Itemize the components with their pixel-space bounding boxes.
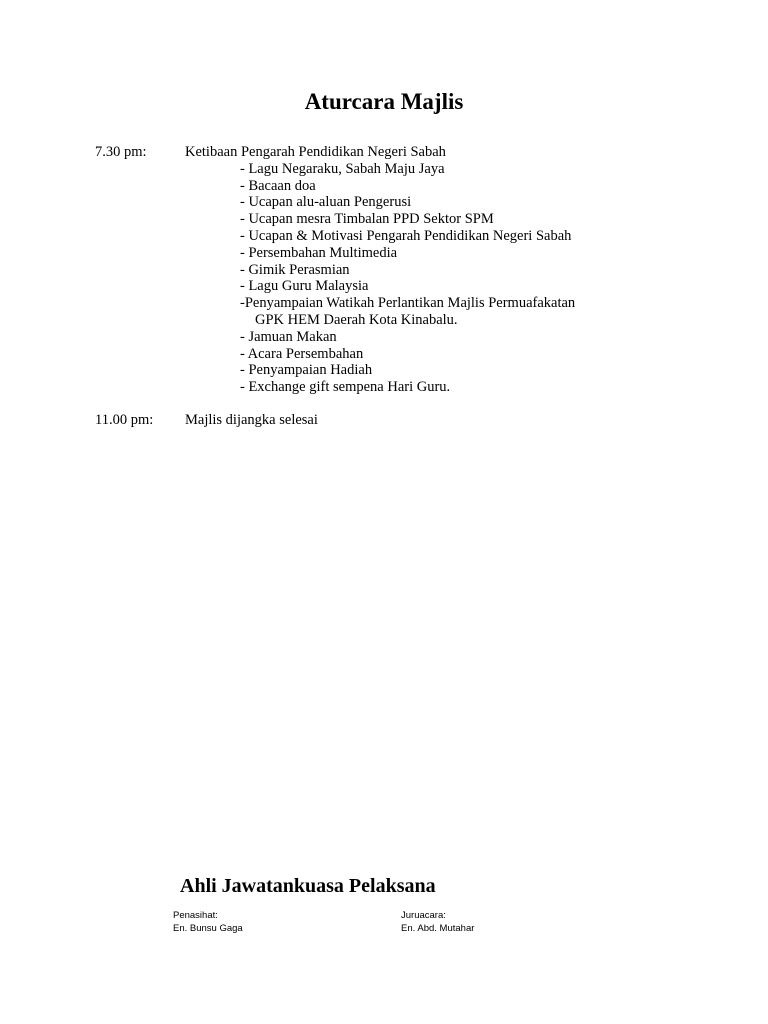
event-text: Ketibaan Pengarah Pendidikan Negeri Sabah [185,144,446,160]
program-item: - Lagu Negaraku, Sabah Maju Jaya [240,160,445,177]
member-role: Penasihat: [173,910,218,921]
program-item: - Ucapan alu-aluan Pengerusi [240,194,412,211]
event-text: Majlis dijangka selesai [185,412,318,428]
program-item: - Penyampaian Hadiah [240,362,373,379]
program-item-list [240,161,575,396]
member-role: Juruacara: [401,910,446,921]
program-item: - Gimik Perasmian [240,261,350,278]
program-item: - Ucapan mesra Timbalan PPD Sektor SPM [240,211,494,228]
program-item: - Exchange gift sempena Hari Guru. [240,379,451,396]
program-item: - Jamuan Makan [240,328,337,345]
program-item: -Penyampaian Watikah Perlantikan Majlis Permuafakatan [240,295,576,312]
page-title: Aturcara Majlis [304,89,464,114]
program-item: - Lagu Guru Malaysia [240,278,369,295]
member-name: En. Abd. Mutahar [401,922,475,934]
committee-member [401,910,474,935]
committee-title: Ahli Jawatankuasa Pelaksana [180,875,436,897]
time-label: 7.30 pm: [95,144,147,160]
member-name: En. Bunsu Gaga [173,922,243,934]
program-item: - Bacaan doa [240,177,316,194]
program-item: - Persembahan Multimedia [240,244,398,261]
program-item: - Ucapan & Motivasi Pengarah Pendidikan Negeri Sabah [240,227,572,244]
time-label: 11.00 pm: [95,412,154,428]
committee-member [173,910,243,935]
program-item: - Acara Persembahan [240,345,364,362]
program-item-continuation: GPK HEM Daerah Kota Kinabalu. [255,311,458,328]
